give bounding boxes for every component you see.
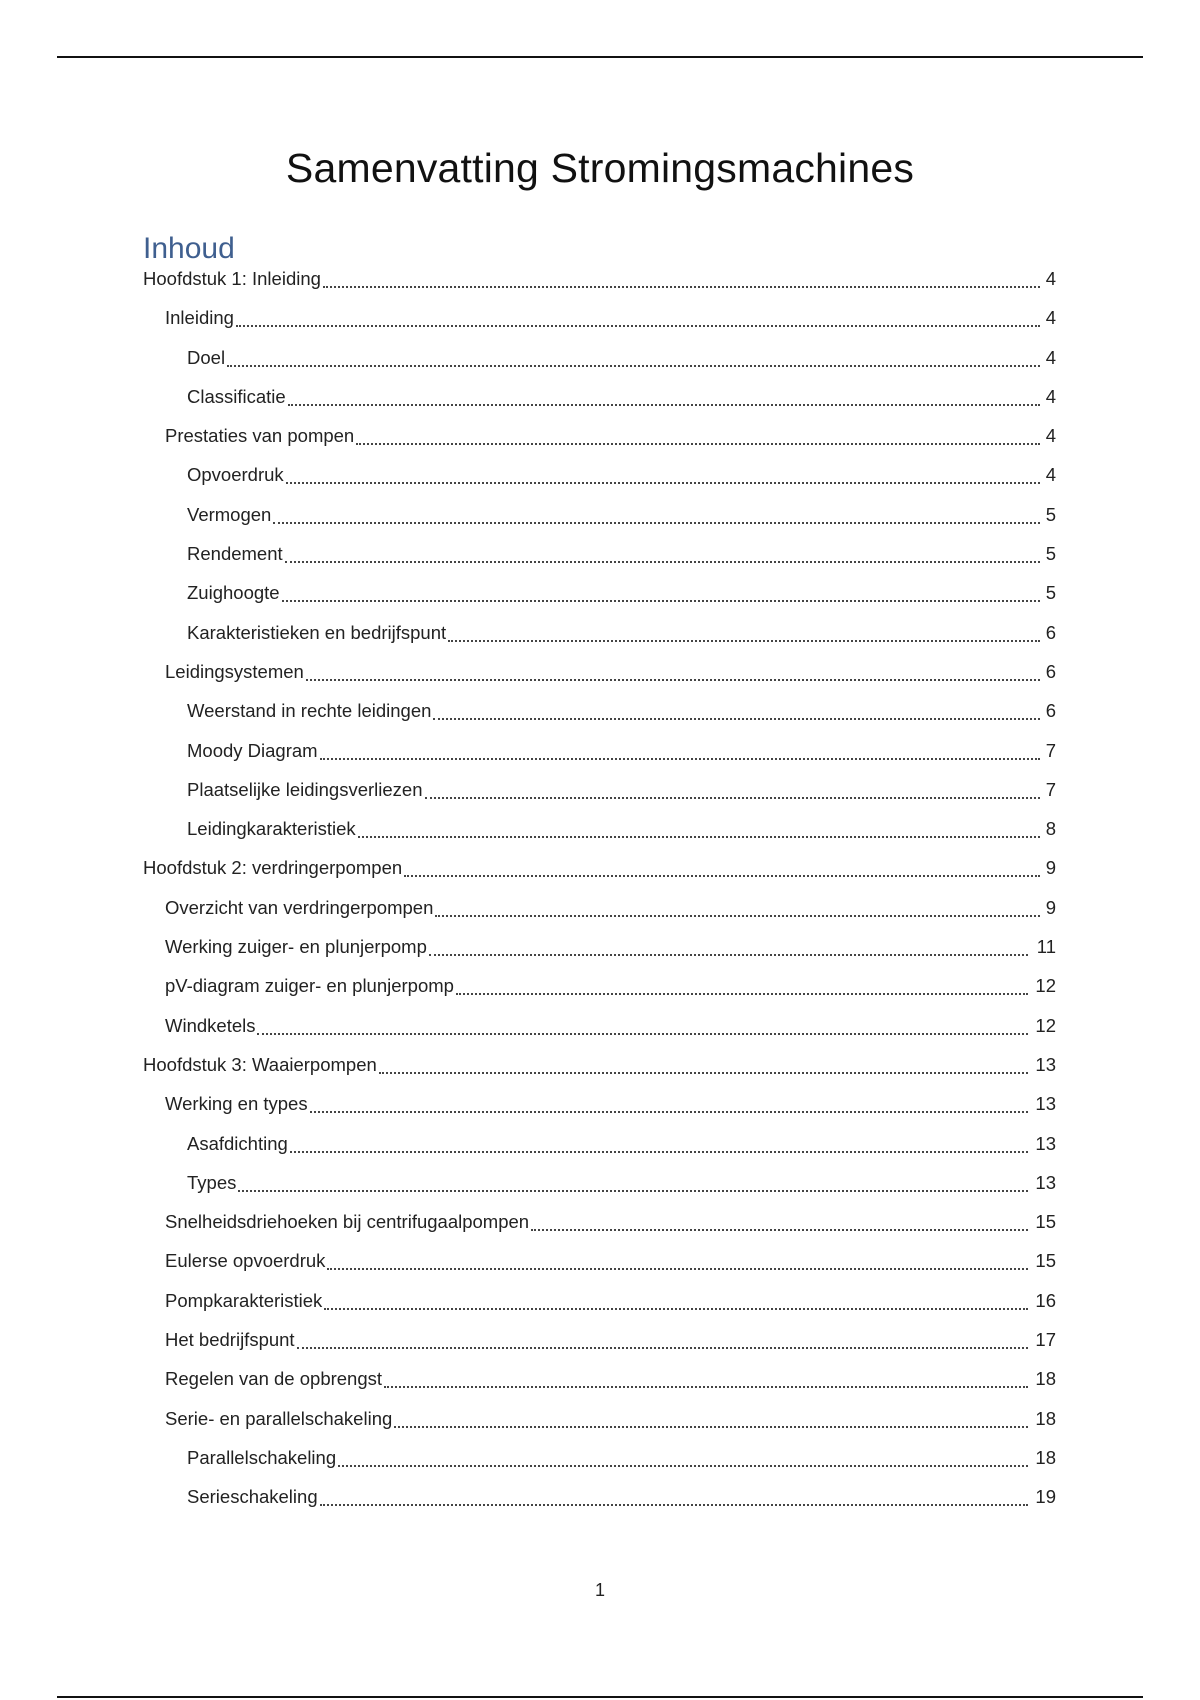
toc-entry-page-number: 4	[1045, 346, 1056, 368]
toc-entry-label: Snelheidsdriehoeken bij centrifugaalpompen	[165, 1211, 530, 1233]
toc-dot-leader	[323, 268, 1040, 288]
toc-entry-label: Rendement	[187, 543, 283, 565]
toc-entry-page-number: 9	[1045, 896, 1056, 918]
toc-entry-page-number: 13	[1035, 1093, 1056, 1115]
toc-entry-label: Prestaties van pompen	[165, 425, 355, 447]
toc-entry-label: Classificatie	[187, 385, 286, 407]
toc-entry-label: Regelen van de opbrengst	[165, 1368, 383, 1390]
toc-entry-page-number: 19	[1035, 1486, 1056, 1508]
toc-entry-page-number: 5	[1045, 543, 1056, 565]
toc-dot-leader	[379, 1054, 1028, 1074]
toc-entry-level-3[interactable]	[143, 543, 1056, 582]
toc-dot-leader	[288, 386, 1040, 406]
toc-entry-label: Hoofdstuk 2: verdringerpompen	[143, 857, 403, 879]
toc-entry-level-3[interactable]	[143, 740, 1056, 779]
toc-dot-leader	[456, 975, 1028, 995]
toc-entry-level-3[interactable]	[143, 818, 1056, 857]
toc-dot-leader	[435, 897, 1040, 917]
toc-entry-level-3[interactable]	[143, 347, 1056, 386]
document-title: Samenvatting Stromingsmachines	[285, 145, 915, 191]
toc-entry-page-number: 12	[1035, 975, 1056, 997]
toc-dot-leader	[227, 347, 1040, 367]
toc-entry-page-number: 16	[1035, 1289, 1056, 1311]
toc-entry-label: Opvoerdruk	[187, 464, 284, 486]
toc-entry-label: Doel	[187, 346, 226, 368]
toc-entry-page-number: 4	[1045, 385, 1056, 407]
toc-entry-page-number: 5	[1045, 503, 1056, 525]
toc-entry-page-number: 13	[1035, 1171, 1056, 1193]
toc-entry-page-number: 4	[1045, 307, 1056, 329]
toc-entry-level-2[interactable]	[143, 1015, 1056, 1054]
toc-entry-label: Karakteristieken en bedrijfspunt	[187, 621, 447, 643]
toc-dot-leader	[394, 1408, 1028, 1428]
toc-dot-leader	[285, 543, 1040, 563]
toc-entry-page-number: 4	[1045, 464, 1056, 486]
toc-dot-leader	[384, 1368, 1028, 1388]
toc-entry-level-2[interactable]	[143, 425, 1056, 464]
toc-entry-page-number: 15	[1035, 1250, 1056, 1272]
toc-entry-page-number: 7	[1045, 739, 1056, 761]
toc-dot-leader	[324, 1290, 1028, 1310]
toc-dot-leader	[297, 1329, 1028, 1349]
toc-entry-page-number: 9	[1045, 857, 1056, 879]
toc-entry-page-number: 8	[1045, 818, 1056, 840]
toc-entry-page-number: 13	[1035, 1053, 1056, 1075]
toc-entry-label: Hoofdstuk 3: Waaierpompen	[143, 1053, 377, 1075]
toc-entry-label: Windketels	[165, 1014, 256, 1036]
footer-rule	[57, 1696, 1143, 1698]
table-of-contents	[143, 268, 1056, 1526]
toc-entry-label: Weerstand in rechte leidingen	[187, 700, 432, 722]
toc-entry-level-3[interactable]	[143, 779, 1056, 818]
toc-entry-level-3[interactable]	[143, 622, 1056, 661]
toc-entry-page-number: 4	[1045, 268, 1056, 289]
toc-entry-level-3[interactable]	[143, 700, 1056, 739]
toc-dot-leader	[238, 1172, 1028, 1192]
toc-entry-level-2[interactable]	[143, 1290, 1056, 1329]
toc-dot-leader	[306, 661, 1040, 681]
toc-entry-page-number: 18	[1035, 1368, 1056, 1390]
toc-entry-label: Het bedrijfspunt	[165, 1329, 295, 1351]
toc-entry-level-2[interactable]	[143, 307, 1056, 346]
toc-entry-level-2[interactable]	[143, 975, 1056, 1014]
toc-entry-label: Leidingsystemen	[165, 660, 304, 682]
toc-entry-label: Overzicht van verdringerpompen	[165, 896, 434, 918]
toc-entry-level-1[interactable]	[143, 857, 1056, 896]
page-number: 1	[594, 1580, 605, 1600]
toc-entry-level-3[interactable]	[143, 504, 1056, 543]
toc-dot-leader	[290, 1133, 1028, 1153]
toc-entry-label: Plaatselijke leidingsverliezen	[187, 778, 423, 800]
toc-entry-level-1[interactable]	[143, 1054, 1056, 1093]
toc-entry-level-3[interactable]	[143, 1486, 1056, 1525]
toc-entry-label: Hoofdstuk 1: Inleiding	[143, 268, 321, 289]
toc-entry-label: pV-diagram zuiger- en plunjerpomp	[165, 975, 454, 997]
toc-entry-page-number: 18	[1035, 1446, 1056, 1468]
toc-dot-leader	[236, 307, 1040, 327]
toc-dot-leader	[433, 700, 1040, 720]
toc-entry-label: Serieschakeling	[187, 1486, 318, 1508]
toc-entry-page-number: 18	[1035, 1407, 1056, 1429]
toc-entry-level-2[interactable]	[143, 936, 1056, 975]
toc-entry-label: Werking zuiger- en plunjerpomp	[165, 936, 427, 958]
toc-entry-label: Zuighoogte	[187, 582, 280, 604]
toc-entry-page-number: 6	[1045, 621, 1056, 643]
toc-entry-page-number: 6	[1045, 660, 1056, 682]
toc-entry-level-2[interactable]	[143, 1211, 1056, 1250]
toc-entry-page-number: 6	[1045, 700, 1056, 722]
toc-entry-level-3[interactable]	[143, 1133, 1056, 1172]
toc-dot-leader	[404, 857, 1040, 877]
toc-dot-leader	[320, 1486, 1028, 1506]
toc-dot-leader	[448, 622, 1040, 642]
toc-entry-label: Inleiding	[165, 307, 234, 329]
toc-entry-label: Vermogen	[187, 503, 272, 525]
toc-entry-level-2[interactable]	[143, 1250, 1056, 1289]
toc-entry-level-3[interactable]	[143, 1172, 1056, 1211]
toc-entry-level-3[interactable]	[143, 582, 1056, 621]
toc-dot-leader	[338, 1447, 1028, 1467]
toc-entry-level-3[interactable]	[143, 386, 1056, 425]
toc-entry-page-number: 12	[1035, 1014, 1056, 1036]
toc-entry-page-number: 7	[1045, 778, 1056, 800]
toc-entry-page-number: 5	[1045, 582, 1056, 604]
toc-entry-level-2[interactable]	[143, 1368, 1056, 1407]
toc-entry-level-1[interactable]	[143, 268, 1056, 307]
toc-dot-leader	[356, 425, 1040, 445]
toc-entry-label: Asafdichting	[187, 1132, 288, 1154]
toc-dot-leader	[429, 936, 1028, 956]
toc-entry-level-2[interactable]	[143, 1093, 1056, 1132]
toc-dot-leader	[425, 779, 1041, 799]
header-rule	[57, 56, 1143, 58]
toc-dot-leader	[358, 818, 1040, 838]
toc-dot-leader	[282, 582, 1040, 602]
toc-entry-page-number: 13	[1035, 1132, 1056, 1154]
toc-entry-label: Pompkarakteristiek	[165, 1289, 323, 1311]
toc-dot-leader	[327, 1250, 1028, 1270]
toc-entry-label: Werking en types	[165, 1093, 308, 1115]
toc-entry-label: Parallelschakeling	[187, 1446, 337, 1468]
toc-entry-label: Leidingkarakteristiek	[187, 818, 356, 840]
toc-dot-leader	[257, 1015, 1028, 1035]
toc-entry-level-3[interactable]	[143, 1447, 1056, 1486]
toc-dot-leader	[273, 504, 1040, 524]
toc-entry-label: Types	[187, 1171, 237, 1193]
toc-entry-page-number: 17	[1035, 1329, 1056, 1351]
toc-dot-leader	[531, 1211, 1028, 1231]
toc-entry-level-2[interactable]	[143, 661, 1056, 700]
toc-entry-page-number: 15	[1035, 1211, 1056, 1233]
toc-entry-label: Eulerse opvoerdruk	[165, 1250, 326, 1272]
toc-entry-level-2[interactable]	[143, 897, 1056, 936]
toc-dot-leader	[310, 1093, 1028, 1113]
toc-entry-label: Moody Diagram	[187, 739, 318, 761]
toc-dot-leader	[320, 740, 1040, 760]
toc-entry-level-2[interactable]	[143, 1408, 1056, 1447]
toc-entry-level-3[interactable]	[143, 464, 1056, 503]
toc-entry-page-number: 11	[1036, 936, 1056, 958]
toc-dot-leader	[286, 464, 1040, 484]
toc-heading: Inhoud	[143, 232, 235, 265]
toc-entry-label: Serie- en parallelschakeling	[165, 1407, 393, 1429]
toc-entry-page-number: 4	[1045, 425, 1056, 447]
toc-entry-level-2[interactable]	[143, 1329, 1056, 1368]
